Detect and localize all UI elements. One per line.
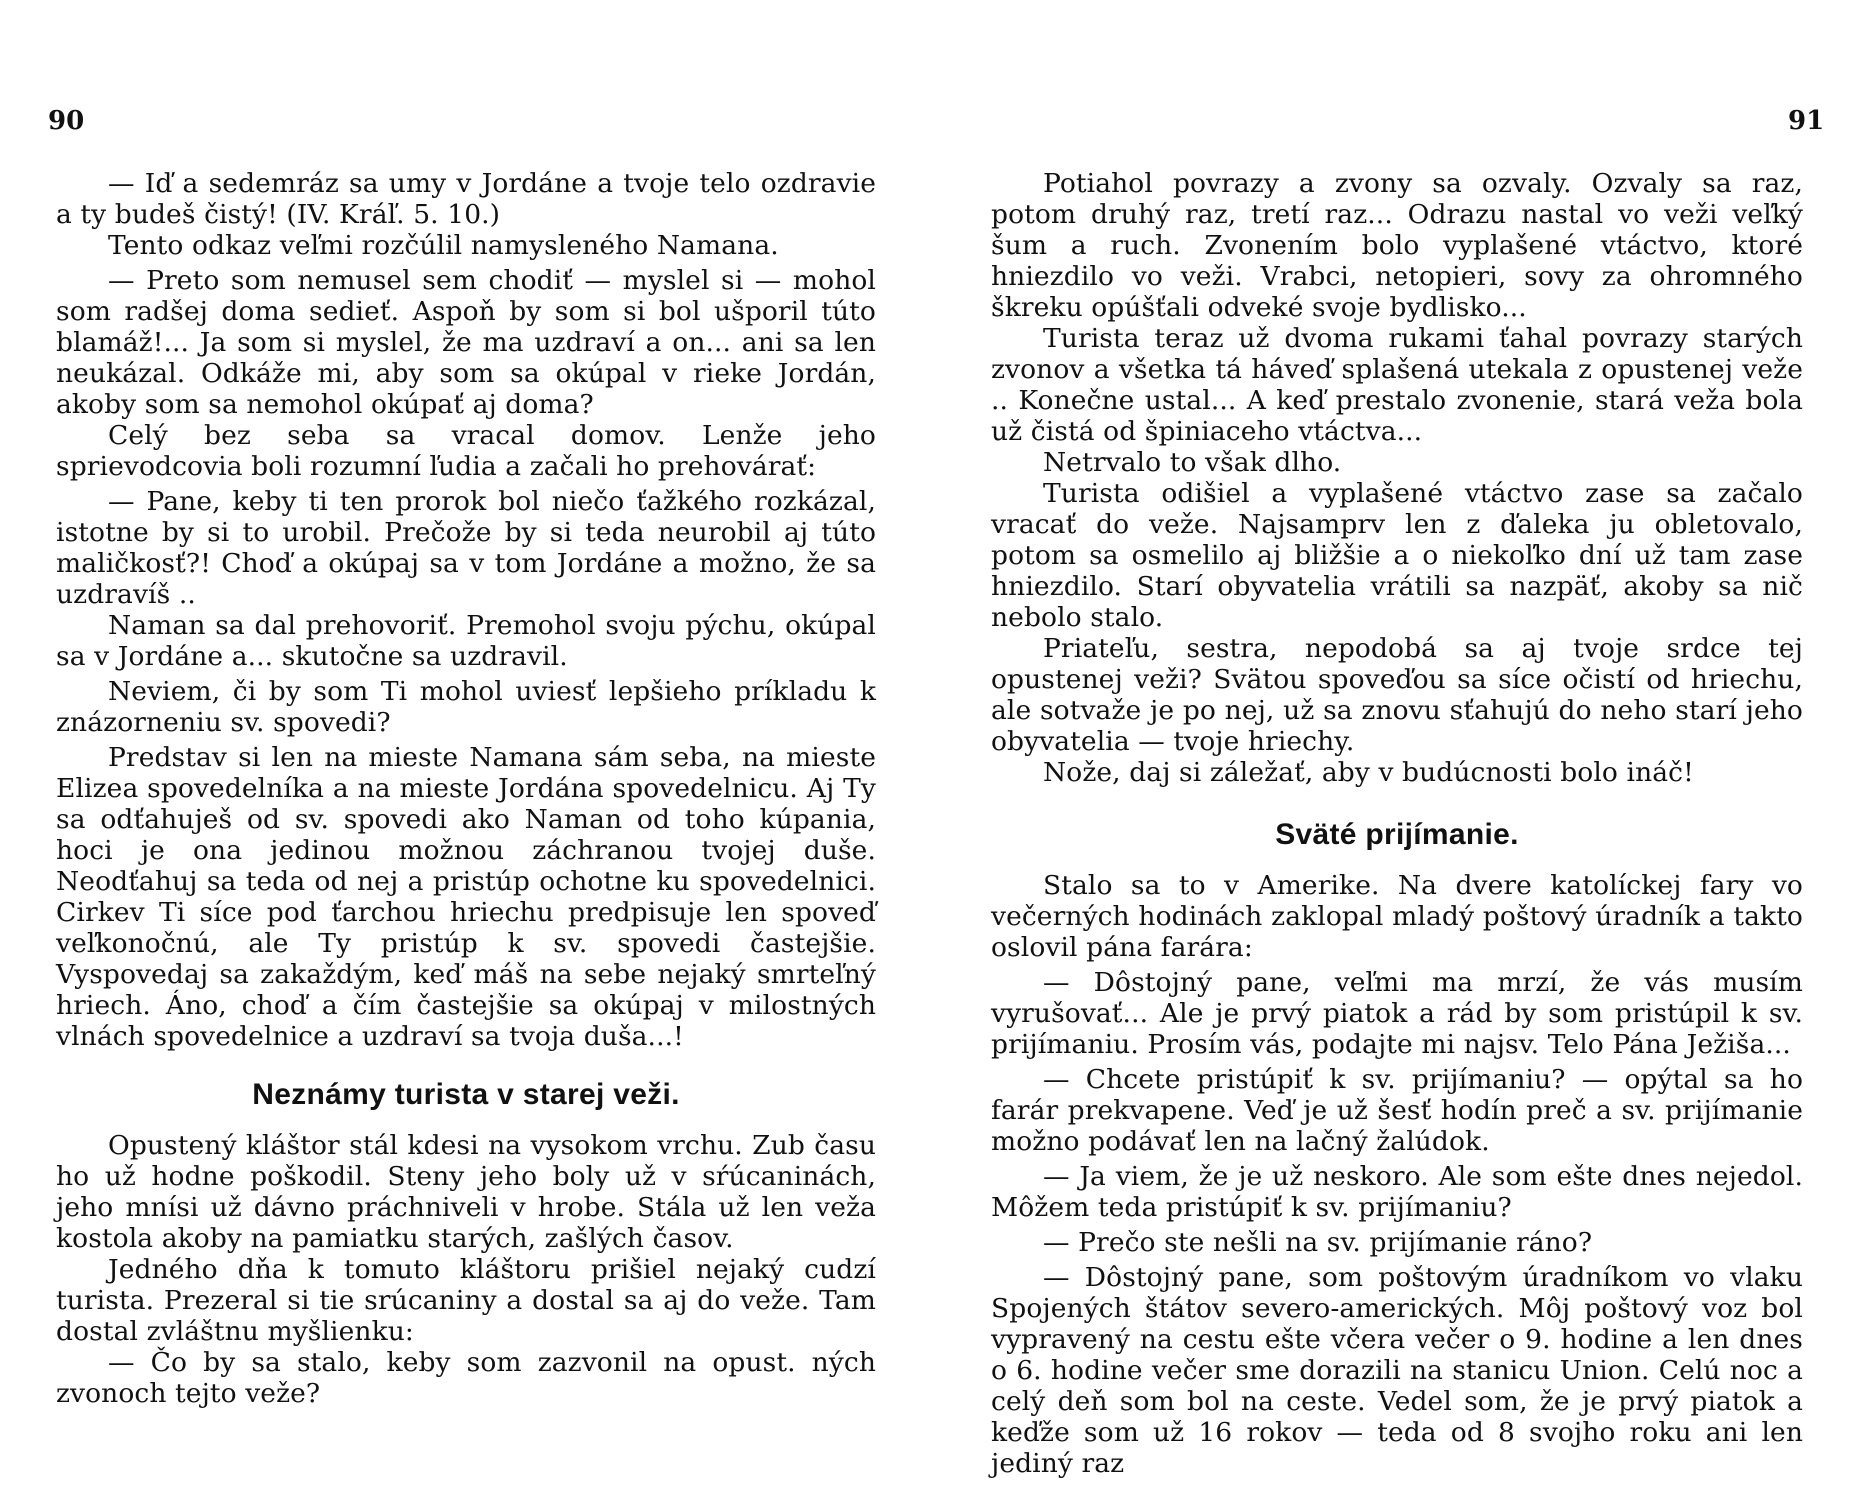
paragraph: Netrvalo to však dlho. bbox=[1043, 447, 1342, 478]
paragraph: Opustený kláštor stál kdesi na vysokom vrchu. Zub času ho už hodne poškodil. Steny jeho boly už v sŕúcaninách, jeho mnísi už dávno práchniveli v hrobe. Stála už len veža kostola akoby na pamiatku starých, zašlých časov. bbox=[56, 1130, 876, 1254]
paragraph: Turista odišiel a vyplašené vtáctvo zase sa začalo vracať do veže. Najsamprv len z ďaleka ju obletovalo, potom sa osmelilo aj bližšie a o niekoľko dní už tam zase hniezdilo. Starí obyvatelia vrátili sa nazpäť, akoby sa nič nebolo stalo. bbox=[991, 478, 1803, 633]
paragraph: — Čo by sa stalo, keby som zazvonil na opust. ných zvonoch tejto veže? bbox=[56, 1347, 876, 1409]
paragraph: Priateľu, sestra, nepodobá sa aj tvoje srdce tej opustenej veži? Svätou spoveďou sa síce očistí od hriechu, ale sotvaže je po nej, už sa znovu sťahujú do neho starí jeho obyvatelia — tvoje hriechy. bbox=[991, 633, 1803, 757]
paragraph: Stalo sa to v Amerike. Na dvere katolíckej fary vo večerných hodinách zaklopal mladý poštový úradník a takto oslovil pána farára: bbox=[991, 870, 1803, 963]
paragraph: Potiahol povrazy a zvony sa ozvaly. Ozvaly sa raz, potom druhý raz, tretí raz... Odrazu nastal vo veži veľký šum a ruch. Zvonením bolo vyplašené vtáctvo, ktoré hniezdilo vo veži. Vrabci, netopieri, sovy za ohromného škreku opúšťali odveké svoje bydlisko... bbox=[991, 168, 1803, 323]
paragraph: Naman sa dal prehovoriť. Premohol svoju pýchu, okúpal sa v Jordáne a... skutočne sa uzdravil. bbox=[56, 610, 876, 672]
page-number: 91 bbox=[1788, 106, 1825, 136]
paragraph: Tento odkaz veľmi rozčúlil namysleného Namana. bbox=[108, 230, 779, 261]
paragraph: — Dôstojný pane, veľmi ma mrzí, že vás musím vyrušovať... Ale je prvý piatok a rád by som pristúpil k sv. prijímaniu. Prosím vás, podajte mi najsv. Telo Pána Ježiša... bbox=[991, 967, 1803, 1060]
paragraph: Celý bez seba sa vracal domov. Lenže jeho sprievodcovia boli rozumní ľudia a začali ho prehovárať: bbox=[56, 420, 876, 482]
text-column bbox=[991, 168, 1803, 1479]
paragraph: Turista teraz už dvoma rukami ťahal povrazy starých zvonov a všetka tá háveď splašená utekala z opustenej veže .. Konečne ustal... A keď prestalo zvonenie, stará veža bola už čistá od špiniaceho vtáctva... bbox=[991, 323, 1803, 447]
paragraph: Jedného dňa k tomuto kláštoru prišiel nejaký cudzí turista. Prezeral si tie srúcaniny a dostal sa aj do veže. Tam dostal zvláštnu myšlienku: bbox=[56, 1254, 876, 1347]
paragraph: — Dôstojný pane, som poštovým úradníkom vo vlaku Spojených štátov severo-amerických. Môj poštový voz bol vypravený na cestu ešte včera večer o 9. hodine a len dnes o 6. hodine večer sme dorazili na stanicu Union. Celú noc a celý deň som bol na ceste. Vedel som, že je prvý piatok a keďže som už 16 rokov — teda od 8 svojho roku ani len jediný raz bbox=[991, 1262, 1803, 1479]
paragraph: — Ja viem, že je už neskoro. Ale som ešte dnes nejedol. Môžem teda pristúpiť k sv. prijímaniu? bbox=[991, 1161, 1803, 1223]
text-column bbox=[56, 168, 876, 1409]
paragraph: — Iď a sedemráz sa umy v Jordáne a tvoje telo ozdravie a ty budeš čistý! (IV. Kráľ. 5. 10.) bbox=[56, 168, 876, 230]
paragraph: — Pane, keby ti ten prorok bol niečo ťažkého rozkázal, istotne by si to urobil. Prečože by si teda neurobil aj túto maličkosť?! Choď a okúpaj sa v tom Jordáne a možno, že sa uzdravíš .. bbox=[56, 486, 876, 610]
page-number: 90 bbox=[48, 106, 85, 136]
paragraph: Nože, daj si záležať, aby v budúcnosti bolo ináč! bbox=[1043, 757, 1694, 788]
paragraph: Neviem, či by som Ti mohol uviesť lepšieho príkladu k znázorneniu sv. spovedi? bbox=[56, 676, 876, 738]
section-heading: Neznámy turista v starej veži. bbox=[252, 1078, 680, 1111]
paragraph: — Prečo ste nešli na sv. prijímanie ráno? bbox=[1043, 1227, 1593, 1258]
paragraph: Predstav si len na mieste Namana sám seba, na mieste Elizea spovedelníka a na mieste Jordána spovedelnicu. Aj Ty sa odťahuješ od sv. spovedi ako Naman od toho kúpania, hoci je ona jedinou možnou záchranou tvojej duše. Neodťahuj sa teda od nej a pristúp ochotne ku spovedelnici. Cirkev Ti síce pod ťarchou hriechu predpisuje len spoveď veľkonočnú, ale Ty pristúp k sv. spovedi častejšie. Vyspovedaj sa zakaždým, keď máš na sebe nejaký smrteľný hriech. Áno, choď a čím častejšie sa okúpaj v milostných vlnách spovedelnice a uzdraví sa tvoja duša...! bbox=[56, 742, 876, 1052]
section-heading: Sväté prijímanie. bbox=[1275, 818, 1519, 851]
paragraph: — Chcete pristúpiť k sv. prijímaniu? — opýtal sa ho farár prekvapene. Veď je už šesť hodín preč a sv. prijímanie možno podávať len na lačný žalúdok. bbox=[991, 1064, 1803, 1157]
right-page bbox=[931, 0, 1862, 1500]
paragraph: — Preto som nemusel sem chodiť — myslel si — mohol som radšej doma sedieť. Aspoň by som si bol ušporil túto blamáž!... Ja som si myslel, že ma uzdraví a on... ani sa len neukázal. Odkáže mi, aby som sa okúpal v rieke Jordán, akoby som sa nemohol okúpať aj doma? bbox=[56, 265, 876, 420]
